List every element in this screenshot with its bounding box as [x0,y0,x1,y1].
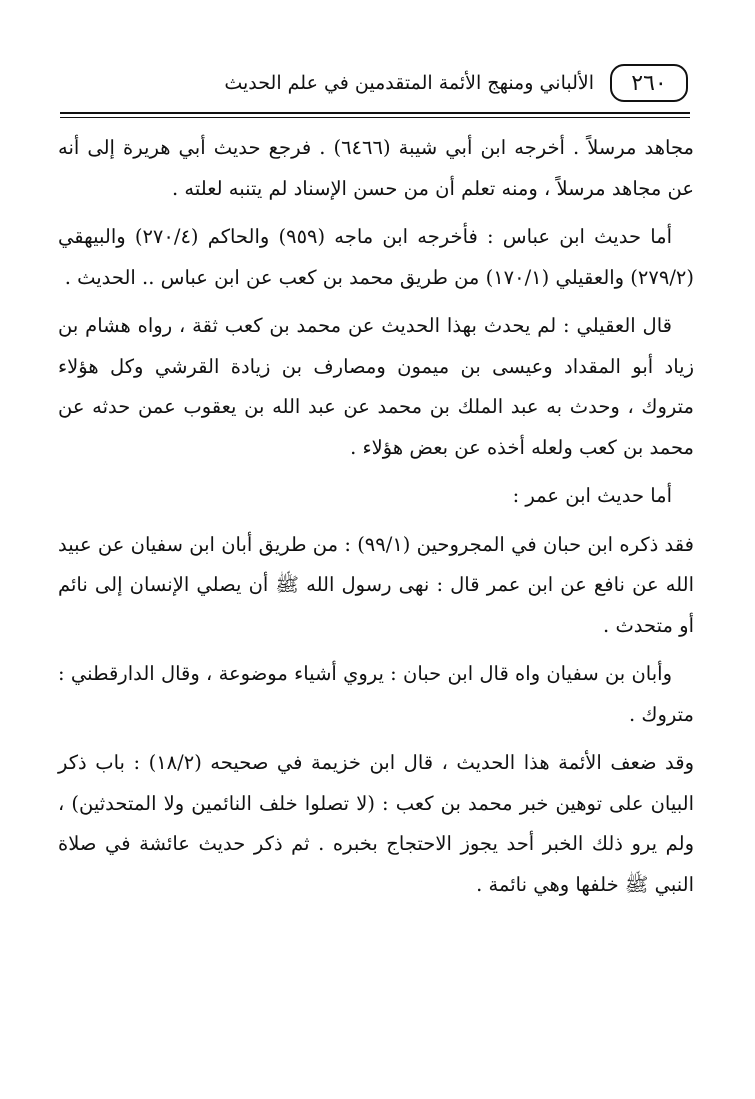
page-number: ٢٦٠ [610,64,688,102]
paragraph-aban-ibn-sufyan: وأبان بن سفيان واه قال ابن حبان : يروي أشياء موضوعة ، وقال الدارقطني : متروك . [58,662,694,726]
paragraph-ibn-umar-heading: أما حديث ابن عمر : [512,484,672,507]
header-rule-thin [60,117,690,118]
paragraph-ibn-hibban-majruhin: فقد ذكره ابن حبان في المجروحين (٩٩/١) : من طريق أبان ابن سفيان عن عبيد الله عن نافع عن ابن عمر قال : نهى رسول الله ﷺ أن يصلي الإنسان إلى نائم أو متحدث . [58,532,694,637]
page-header [60,58,690,108]
paragraph-ibn-abbas-hadith: أما حديث ابن عباس : فأخرجه ابن ماجه (٩٥٩) والحاكم (٢٧٠/٤) والبيهقي (٢٧٩/٢) والعقيلي (١٧٠/١) من طريق محمد بن كعب عن ابن عباس .. الحديث . [58,225,694,289]
header-rule-thick [60,112,690,114]
paragraph-abu-hurayra-conclusion: مجاهد مرسلاً . أخرجه ابن أبي شيبة (٦٤٦٦) . فرجع حديث أبي هريرة إلى أنه عن مجاهد مرسلاً ، ومنه تعلم أن من حسن الإسناد لم يتنبه لعلته . [58,136,694,200]
paragraph-imams-weakening: وقد ضعف الأئمة هذا الحديث ، قال ابن خزيمة في صحيحه (١٨/٢) : باب ذكر البيان على توهين خبر محمد بن كعب : (لا تصلوا خلف النائمين ولا المتحدثين) ، ولم يرو ذلك الخبر أحد يجوز الاحتجاج بخبره . ثم ذكر حديث عائشة في صلاة النبي ﷺ خلفها وهي نائمة . [58,751,694,896]
body-text [58,128,694,913]
paragraph-uqayli-comment: قال العقيلي : لم يحدث بهذا الحديث عن محمد بن كعب ثقة ، رواه هشام بن زياد أبو المقداد وعيسى بن ميمون ومصارف بن زيادة القرشي وكل هؤلاء متروك ، وحدث به عبد الملك بن محمد عن عبد الله بن يعقوب عمن حدثه عن محمد بن كعب ولعله أخذه عن بعض هؤلاء . [58,314,694,459]
running-title: الألباني ومنهج الأئمة المتقدمين في علم الحديث [224,72,594,94]
